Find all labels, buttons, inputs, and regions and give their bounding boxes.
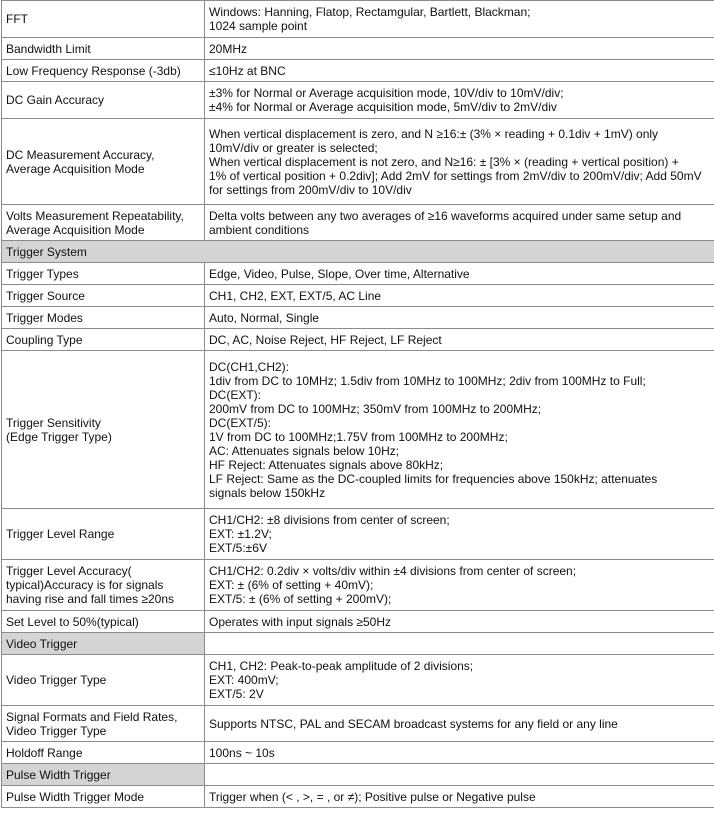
label-text: DC Measurement Accuracy, Average Acquisition Mode [6,147,155,176]
spec-label [2,509,205,560]
label-text: Coupling Type [6,332,83,347]
spec-label [2,205,205,241]
spec-label [2,82,205,119]
label-text: Signal Formats and Field Rates, Video Trigger Type [6,709,178,738]
value-line: 20MHz [209,41,248,56]
spec-row-trigger-types [2,263,714,285]
value-line: When vertical displacement is zero, and N ≥16:± (3% × reading + 0.1div + 1mV) only [209,126,659,141]
value-line: EXT: ±1.2V; [209,527,272,541]
label-text: Trigger Level Range [6,527,115,541]
label-text: Pulse Width Trigger Mode [6,789,145,804]
value-line: ±4% for Normal or Average acquisition mode, 5mV/div to 2mV/div [209,100,557,114]
value-line: signals below 150kHz [209,485,326,500]
label-text: Set Level to 50%(typical) [6,614,139,629]
spec-label [2,263,205,285]
value-line: CH1/CH2: 0.2div × volts/div within ±4 divisions from center of screen; [209,564,577,578]
value-line: CH1, CH2: Peak-to-peak amplitude of 2 divisions; [209,659,474,673]
spec-row-video-trigger-type [2,655,714,706]
spec-row-pulse-width-trigger-mode [2,786,714,808]
value-line: Auto, Normal, Single [209,310,320,325]
value-line: Edge, Video, Pulse, Slope, Over time, Alternative [209,266,470,281]
spec-label [2,38,205,60]
value-line: AC: Attenuates signals below 10Hz; [209,443,400,458]
section-empty-cell [205,764,714,786]
label-text: Low Frequency Response (-3db) [6,63,181,78]
value-line: for settings from 200mV/div to 10V/div [209,182,412,197]
label-text: Volts Measurement Repeatability, Average Acquisition Mode [6,208,184,237]
spec-label [2,1,205,38]
value-line: ≤10Hz at BNC [209,63,286,78]
spec-row-trigger-source [2,285,714,307]
spec-row-volts-measurement-repeatability [2,205,714,241]
label-text: Trigger Types [6,266,79,281]
value-line: HF Reject: Attenuates signals above 80kHz; [209,457,444,472]
spec-label [2,307,205,329]
label-text: Holdoff Range [6,745,83,760]
label-text: Trigger Source [6,288,85,303]
value-line: CH1/CH2: ±8 divisions from center of screen; [209,513,450,527]
value-line: EXT/5: ± (6% of setting + 200mV); [209,592,392,606]
spec-row-coupling-type [2,329,714,351]
value-line: ±3% for Normal or Average acquisition mode, 10V/div to 10mV/div; [209,86,564,100]
section-title: Video Trigger [2,633,205,655]
spec-value [205,285,714,307]
spec-row-signal-formats [2,706,714,742]
spec-label [2,742,205,764]
label-text: Trigger Sensitivity (Edge Trigger Type) [6,415,112,444]
value-line: CH1, CH2, EXT, EXT/5, AC Line [209,288,382,303]
spec-row-trigger-sensitivity [2,351,714,509]
spec-value [205,351,714,509]
spec-label [2,655,205,706]
value-line: 200mV from DC to 100MHz; 350mV from 100MHz to 200MHz; [209,401,542,416]
spec-value [205,655,714,706]
spec-label [2,119,205,205]
value-line: EXT/5: 2V [209,687,264,701]
value-line: DC(EXT/5): [209,415,272,430]
section-header-video-trigger [2,633,714,655]
label-text: DC Gain Accuracy [6,93,105,107]
spec-value [205,611,714,633]
spec-value [205,560,714,611]
spec-row-set-level-50 [2,611,714,633]
spec-label [2,60,205,82]
value-line: Supports NTSC, PAL and SECAM broadcast systems for any field or any line [209,716,618,731]
spec-value [205,329,714,351]
spec-label [2,706,205,742]
spec-row-trigger-level-accuracy [2,560,714,611]
spec-row-bandwidth-limit [2,38,714,60]
section-header-trigger-system [2,241,714,263]
spec-label [2,560,205,611]
spec-value [205,1,714,38]
spec-label [2,786,205,808]
spec-value [205,119,714,205]
value-line: ambient conditions [209,222,310,237]
value-line: DC, AC, Noise Reject, HF Reject, LF Reject [209,332,442,347]
value-line: 100ns ~ 10s [209,745,275,760]
spec-label [2,329,205,351]
label-text: Trigger Modes [6,310,83,325]
spec-value [205,205,714,241]
spec-label [2,351,205,509]
spec-value [205,82,714,119]
spec-value [205,263,714,285]
spec-value [205,742,714,764]
value-line: DC(CH1,CH2): [209,359,290,374]
spec-label [2,611,205,633]
value-line: LF Reject: Same as the DC-coupled limits for frequencies above 150kHz; attenuates [209,471,658,486]
spec-value [205,509,714,560]
spec-label [2,285,205,307]
section-title: Pulse Width Trigger [2,764,205,786]
value-line: 1% of vertical position + 0.2div]; Add 2mV for settings from 2mV/div to 200mV/div; Add 50mV [209,168,702,183]
value-line: 10mV/div or greater is selected; [209,140,378,155]
value-line: EXT: 400mV; [209,673,279,687]
label-text: Video Trigger Type [6,673,107,687]
value-line: 1024 sample point [209,19,308,33]
label-text: Trigger Level Accuracy( typical)Accuracy is for signals having rise and fall times ≥20ns [6,564,175,606]
spec-value [205,38,714,60]
spec-row-dc-measurement-accuracy [2,119,714,205]
spec-row-trigger-level-range [2,509,714,560]
value-line: Windows: Hanning, Flatop, Rectamgular, Bartlett, Blackman; [209,5,531,19]
spec-value [205,60,714,82]
spec-value [205,706,714,742]
value-line: EXT: ± (6% of setting + 40mV); [209,578,374,592]
value-line: When vertical displacement is not zero, and N≥16: ± [3% × (reading + vertical position) + [209,154,679,169]
spec-row-holdoff-range [2,742,714,764]
spec-row-dc-gain-accuracy [2,82,714,119]
spec-row-low-frequency-response [2,60,714,82]
spec-row-fft [2,1,714,38]
spec-value [205,786,714,808]
section-header-pulse-width-trigger [2,764,714,786]
section-title: Trigger System [2,241,714,263]
spec-value [205,307,714,329]
value-line: Operates with input signals ≥50Hz [209,614,392,629]
spec-row-trigger-modes [2,307,714,329]
value-line: 1div from DC to 10MHz; 1.5div from 10MHz to 100MHz; 2div from 100MHz to Full; [209,373,646,388]
value-line: EXT/5:±6V [209,541,267,555]
value-line: Trigger when (< , >, = , or ≠); Positive pulse or Negative pulse [209,789,536,804]
specification-table [1,0,714,808]
value-line: Delta volts between any two averages of ≥16 waveforms acquired under same setup and [209,208,682,223]
value-line: 1V from DC to 100MHz;1.75V from 100MHz to 200MHz; [209,429,508,444]
label-text: FFT [6,12,28,26]
label-text: Bandwidth Limit [6,41,91,56]
value-line: DC(EXT): [209,387,261,402]
section-empty-cell [205,633,714,655]
